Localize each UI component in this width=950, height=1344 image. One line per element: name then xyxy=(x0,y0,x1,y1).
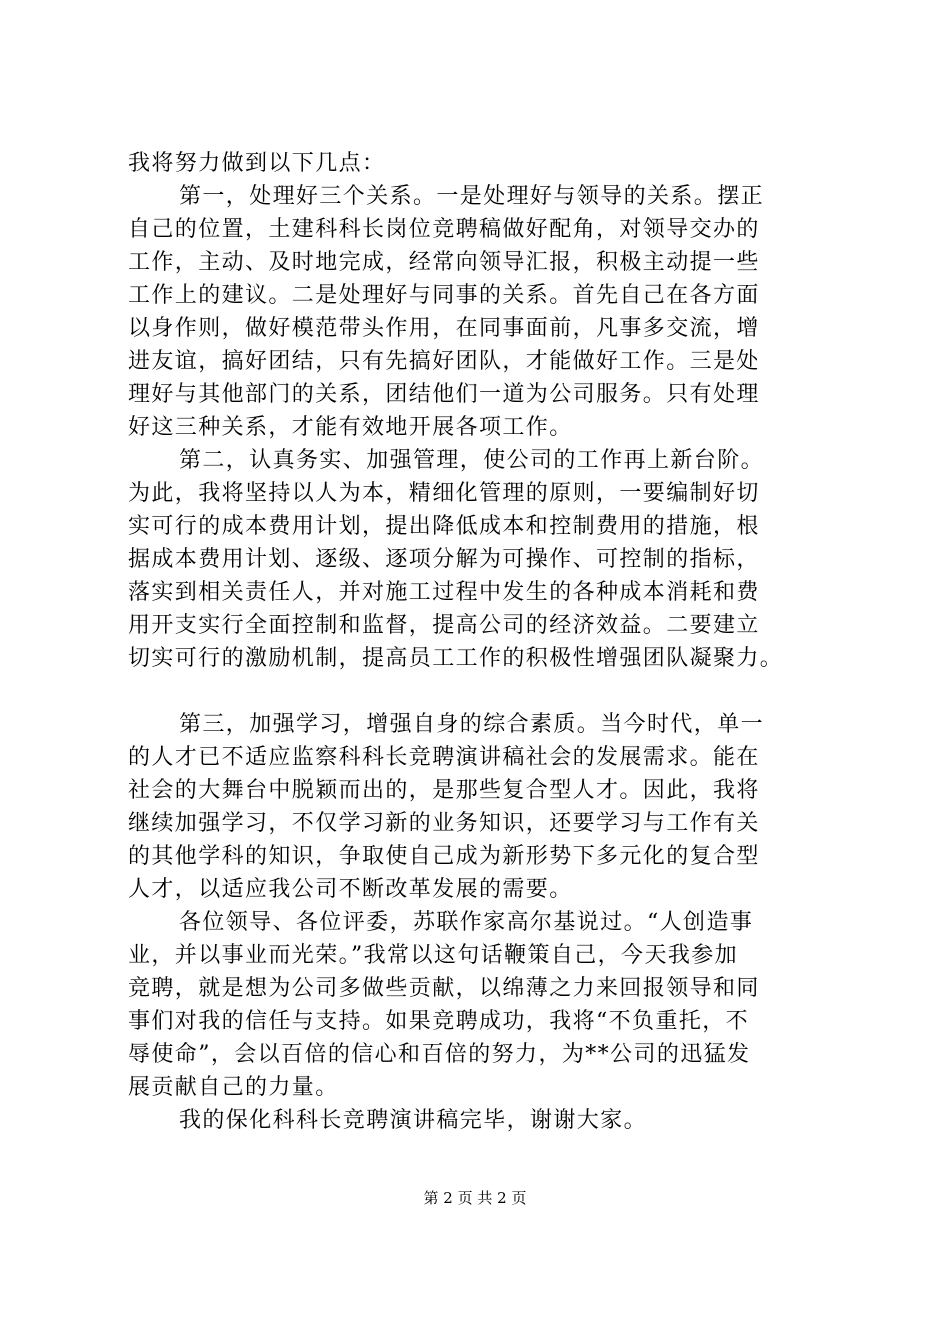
text-line: 展贡献自己的力量。 xyxy=(128,1075,339,1100)
page-number-label: 第 2 页 共 2 页 xyxy=(423,1189,527,1207)
closing-line: 我的保化科科长竞聘演讲稿完毕，谢谢大家。 xyxy=(179,1108,648,1133)
paragraph-4-start: 各位领导、各位评委，苏联作家高尔基说过。“人创造事 xyxy=(179,910,754,935)
text-line: 为此，我将坚持以人为本，精细化管理的原则，一要编制好切 xyxy=(128,481,760,506)
text-line: 事们对我的信任与支持。如果竞聘成功，我将“不负重托，不 xyxy=(128,1009,750,1034)
text-line: 实可行的成本费用计划，提出降低成本和控制费用的措施，根 xyxy=(128,514,760,539)
text-line: 理好与其他部门的关系，团结他们一道为公司服务。只有处理 xyxy=(128,382,760,407)
text-line: 工作，主动、及时地完成，经常向领导汇报，积极主动提一些 xyxy=(128,250,760,275)
text-line: 落实到相关责任人，并对施工过程中发生的各种成本消耗和费 xyxy=(128,580,760,605)
text-line: 工作上的建议。二是处理好与同事的关系。首先自己在各方面 xyxy=(128,283,760,308)
paragraph-gap xyxy=(128,675,828,708)
page-footer xyxy=(0,1188,950,1208)
text-line: 进友谊，搞好团结，只有先搞好团队，才能做好工作。三是处 xyxy=(128,349,760,374)
text-line: 自己的位置，土建科科长岗位竞聘稿做好配角，对领导交办的 xyxy=(128,217,760,242)
text-line: 竞聘，就是想为公司多做些贡献，以绵薄之力来回报领导和同 xyxy=(128,976,760,1001)
text-line: 的人才已不适应监察科科长竞聘演讲稿社会的发展需求。能在 xyxy=(128,745,760,770)
text-line: 用开支实行全面控制和监督，提高公司的经济效益。二要建立 xyxy=(128,613,760,638)
text-line: 的其他学科的知识，争取使自己成为新形势下多元化的复合型 xyxy=(128,844,760,869)
paragraph-2-start: 第二，认真务实、加强管理，使公司的工作再上新台阶。 xyxy=(179,448,765,473)
text-line: 辱使命”，会以百倍的信心和百倍的努力，为**公司的迅猛发 xyxy=(128,1042,751,1067)
text-line: 继续加强学习，不仅学习新的业务知识，还要学习与工作有关 xyxy=(128,811,760,836)
text-line: 切实可行的激励机制，提高员工工作的积极性增强团队凝聚力。 xyxy=(128,646,784,671)
text-line: 社会的大舞台中脱颖而出的，是那些复合型人才。因此，我将 xyxy=(128,778,760,803)
text-line: 业，并以事业而光荣。”我常以这句话鞭策自己，今天我参加 xyxy=(128,943,739,968)
paragraph-3-start: 第三，加强学习，增强自身的综合素质。当今时代，单一 xyxy=(179,712,765,737)
text-line: 我将努力做到以下几点： xyxy=(128,151,386,176)
document-body xyxy=(128,147,828,1137)
text-line: 好这三种关系，才能有效地开展各项工作。 xyxy=(128,415,573,440)
paragraph-1-start: 第一，处理好三个关系。一是处理好与领导的关系。摆正 xyxy=(179,184,765,209)
text-line: 据成本费用计划、逐级、逐项分解为可操作、可控制的指标， xyxy=(128,547,760,572)
text-line: 人才，以适应我公司不断改革发展的需要。 xyxy=(128,877,573,902)
text-line: 以身作则，做好模范带头作用，在同事面前，凡事多交流，增 xyxy=(128,316,760,341)
